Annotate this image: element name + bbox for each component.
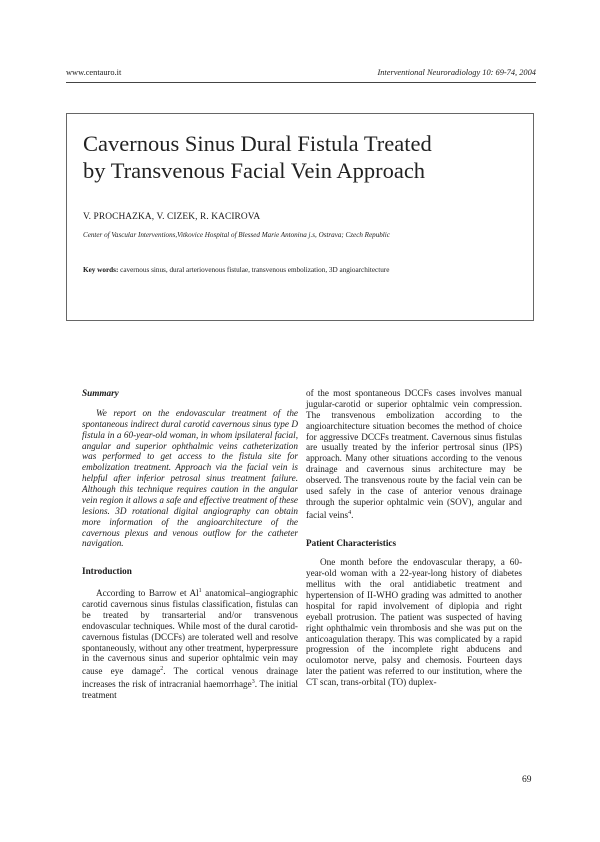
- summary-heading: Summary: [82, 388, 119, 398]
- continued-text: of the most spontaneous DCCFs cases involves manual jugular-carotid or superior ophtalmic vein compression. The transvenous embolization according to the angioarchitecture situation becomes the method of choice for aggressive DCCFs treatment. Cavernous sinus fistulas are usually treated by the inferior pertrosal sinus (IPS) approach. Many other situations according to the venous drainage and cavernous sinus architecture may be observed. The transvenous route by the facial vein can be used safely in the case of anterior venous drainage through the superior ophtalmic vein (SOV), angular and facial veins$^4$.: [306, 388, 522, 520]
- summary-text: We report on the endovascular treatment of the spontaneous indirect dural carotid cavernous sinus type D fistula in a 60-year-old woman, in whom ipsilateral facial, angular and superior ophthalmic veins catheterization was performed to get access to the fistula site for embolization treatment. Approach via the facial vein is helpful after inferior petrosal sinus treatment failure. Although this technique requires caution in the angular vein region it allows a safe and effective treatment of these lesions. 3D rotational digital angiography can obtain more information of the angioarchitecture of the cavernous plexus and venous outflow for the catheter navigation.: [82, 407, 298, 549]
- introduction-heading: Introduction: [82, 566, 132, 577]
- patient-characteristics-text: One month before the endovascular therapy, a 60-year-old woman with a 22-year-long history of diabetes mellitus with the oral antidiabetic treatment and hypertension of II-WHO grading was admitted to another hospital for rapid involvement of diplopia and right eyeball protrusion. The patient was suspected of having right ophthalmic vein thrombosis and she was put on the anticoagulation therapy. This was complicated by a rapid progression of the incomplete right abducens and oculomotor nerve, palsy and chemosis. Fourteen days later the patient was referred to our institution, where the CT scan, trans-orbital (TO) duplex-: [306, 557, 522, 688]
- article-title: [83, 130, 523, 184]
- right-column: [306, 388, 522, 688]
- journal-citation: Interventional Neuroradiology 10: 69-74, 2004: [377, 68, 536, 77]
- title-line-1: Cavernous Sinus Dural Fistula Treated: [83, 131, 432, 156]
- keywords-label: Key words:: [83, 266, 119, 274]
- introduction-text: According to Barrow et Al$^1$ anatomical–angiographic carotid cavernous sinus fistulas classification, fistulas can be treated by transarterial and/or transvenous endovascular techniques. While most of the dural carotid-cavernous fistulas (DCCFs) are tolerated well and resolve spontaneously, without any other treatment, hyperpressure in the cavernous sinus and superior ophtalmic vein may cause eye damage$^2$. The cortical venous drainage increases the risk of intracranial haemorrhage$^3$. The initial treatment: [82, 588, 298, 701]
- header-rule: [66, 82, 536, 83]
- patient-characteristics-heading: Patient Characteristics: [306, 537, 397, 548]
- ref-4: 4: [348, 509, 352, 516]
- affiliation: Center of Vascular Interventions,Vitkovice Hospital of Blessed Marie Antonina j.s, Ostrava; Czech Republic: [83, 231, 390, 239]
- keywords-list: cavernous sinus, dural arteriovenous fistulae, transvenous embolization, 3D angioarchitecture: [118, 266, 390, 274]
- page-number: 69: [522, 775, 532, 785]
- left-column: [82, 388, 298, 701]
- authors: V. PROCHAZKA, V. CIZEK, R. KACIROVA: [83, 212, 261, 222]
- ref-1: 1: [198, 588, 202, 595]
- keywords: [83, 266, 389, 274]
- ref-2: 2: [160, 666, 164, 673]
- title-line-2: by Transvenous Facial Vein Approach: [83, 158, 426, 183]
- journal-url[interactable]: www.centauro.it: [66, 68, 122, 77]
- ref-3: 3: [251, 679, 255, 686]
